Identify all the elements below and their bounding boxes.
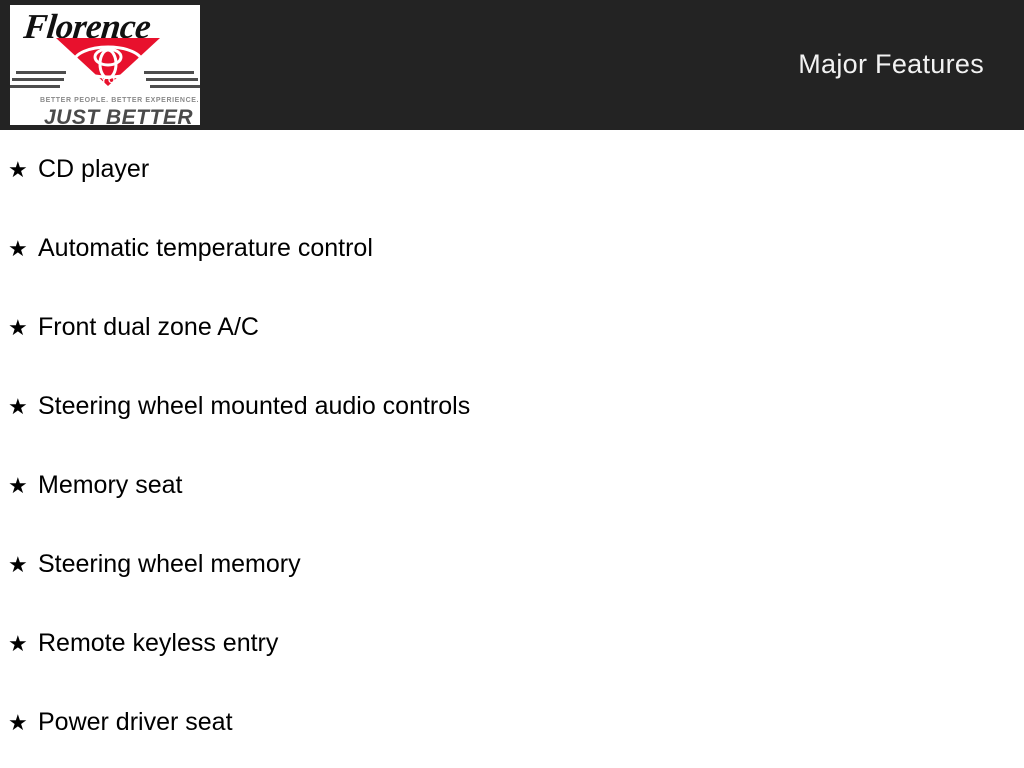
star-bullet-icon: ★ bbox=[8, 393, 28, 419]
list-item bbox=[0, 604, 1024, 683]
logo-wing-stripes bbox=[10, 71, 200, 97]
feature-label: Front dual zone A/C bbox=[38, 312, 259, 341]
page-header bbox=[0, 0, 1024, 130]
star-bullet-icon: ★ bbox=[8, 630, 28, 656]
list-item bbox=[0, 130, 1024, 209]
features-list bbox=[0, 130, 1024, 762]
star-bullet-icon: ★ bbox=[8, 314, 28, 340]
star-bullet-icon: ★ bbox=[8, 472, 28, 498]
feature-label: CD player bbox=[38, 154, 150, 183]
feature-label: Steering wheel mounted audio controls bbox=[38, 391, 471, 420]
logo-script-text: Florence bbox=[22, 7, 153, 46]
page-title: Major Features bbox=[798, 49, 984, 79]
logo-tagline: BETTER PEOPLE. BETTER EXPERIENCE. bbox=[40, 97, 200, 104]
list-item bbox=[0, 683, 1024, 762]
list-item bbox=[0, 446, 1024, 525]
feature-label: Power driver seat bbox=[38, 707, 233, 736]
list-item bbox=[0, 209, 1024, 288]
feature-label: Memory seat bbox=[38, 470, 183, 499]
feature-label: Remote keyless entry bbox=[38, 628, 279, 657]
logo-brand-text: TOYOTA bbox=[86, 75, 130, 85]
star-bullet-icon: ★ bbox=[8, 156, 28, 182]
star-bullet-icon: ★ bbox=[8, 235, 28, 261]
star-bullet-icon: ★ bbox=[8, 551, 28, 577]
logo-slogan: JUST BETTER bbox=[44, 106, 194, 125]
list-item bbox=[0, 525, 1024, 604]
dealer-logo bbox=[10, 5, 200, 125]
list-item bbox=[0, 288, 1024, 367]
feature-label: Automatic temperature control bbox=[38, 233, 373, 262]
star-bullet-icon: ★ bbox=[8, 709, 28, 735]
list-item bbox=[0, 367, 1024, 446]
feature-label: Steering wheel memory bbox=[38, 549, 301, 578]
